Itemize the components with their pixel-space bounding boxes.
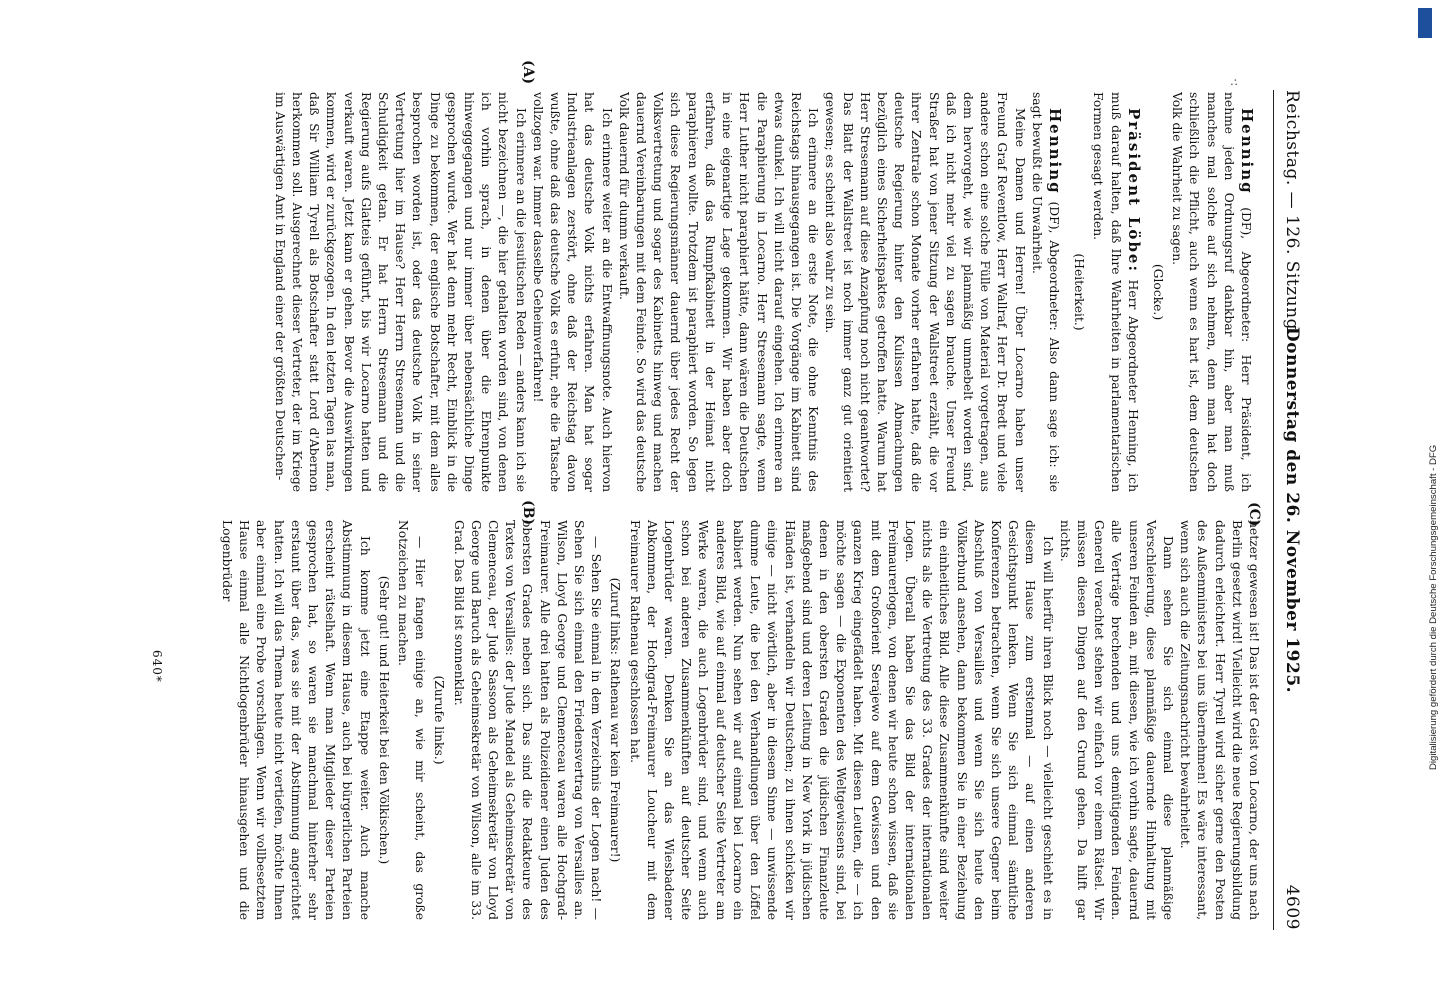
left-column xyxy=(271,92,1262,492)
speaker-name: Präsident Löbe: xyxy=(1124,108,1143,274)
interjection: (Sehr gut! und Heiterkeit bei den Völkischen.) xyxy=(376,575,391,865)
paragraph xyxy=(625,520,1055,920)
header-rule xyxy=(1273,90,1274,930)
header-session: Reichstag. — 126. Sitzung. xyxy=(1282,90,1302,336)
paragraph xyxy=(1168,92,1255,492)
margin-mark-b: (B) xyxy=(520,500,536,526)
paragraph-text: Meine Damen und Herren! Über Locarno haben unser Freund Graf Reventlow, Herr Wallraf, Herr Dr. Bredt und viele andere schon eine solche Fülle von Material vorgetragen, aus dem hervorgeht, wie wir planmäßig ummebelt worden sind, daß ich nicht mehr viel zu sagen brauche. Unser Freund Straßer hat von jener Sitzung der Wallstreet erzählt, die vor ihrer Zentrale schon Monate vorher erfahren hatte, daß die deutsche Regierung hinter den Kulissen Abmachungen bezüglich eines Sicherheitspaktes getroffen hatte. Warum hat Herr Stresemann auf diese Anzapfung noch nicht geantwortet? Das Blatt der Wallstreet ist noch immer ganz gut orientiert gewesen; es scheint also wahr zu sein. xyxy=(823,92,1027,492)
paragraph-text: Ich erinnere an die erste Note, die ohne Kenntnis des Reichstags hinausgegangen ist. Die Vorgänge im Kabinett sind etwas dunkel. Ich will nicht darauf eingehen. Ich erinnere an die Paraphierung in Locarno. Herr Stresemann sagte, wenn Herr Luther nicht paraphiert hätte, dann wären die Deutschen in eine eigenartige Lage gekommen. Wir haben aber doch erfahren, daß das Rumpfkabinett in der Heimat nicht paraphieren wollte. Trotzdem ist paraphiert worden. So legen sich diese Regierungsmänner dauernd über jedes Recht der Volksvertretung und sogar des Kabinetts hinweg und machen dauernd Vereinbarungen mit dem Feinde. So wird das deutsche Volk dauernd für dumm verkauft. xyxy=(616,92,821,492)
paragraph xyxy=(529,92,615,492)
paragraph xyxy=(271,92,529,492)
speaker-name: Henning xyxy=(1238,108,1256,195)
header-date: Donnerstag den 26. November 1925. xyxy=(1282,326,1302,694)
dfg-logo xyxy=(1418,8,1442,38)
paragraph-text: (DF), Abgeordneter: Also dann sage ich: sie sagt bewußt die Unwahrheit. xyxy=(1029,92,1061,492)
digitization-stamp xyxy=(1410,330,1439,770)
paragraph xyxy=(1176,520,1262,920)
interjection: (Zuruf links: Rathenau war kein Freimaurer!) xyxy=(608,577,623,863)
digitization-stamp-text: Digitalisierung gefördert durch die Deutsche Forschungsgemeinschaft - DFG xyxy=(1428,444,1439,770)
paragraph-text: Herr Abgeordneter Henning, ich muß darauf halten, daß Ihre Wahrheiten in parlamentarischen Formen gesagt werden. xyxy=(1091,92,1140,492)
paragraph xyxy=(615,92,821,492)
paragraph-text: Ich will hierfür ihren Blick noch — vielleicht geschieht es in diesem Hause zum erstenmal — auf einen anderen Gesichtspunkt lenken. Wenn Sie sich einmal sämtliche Konferenzen betrachten, wenn Sie sich unsere Gegner beim Abschluß von Versailles und wenn Sie sich heute den Völkerbund ansehen, dann bekommen Sie in einer Beziehung ein einheitliches Bild. Alle diese Zusammenkünfte sind weiter nichts als die Vertretung des 33. Grades der internationalen Logen. Überall haben Sie das Bild der internationalen Freimaurerlogen, von denen wir heute schon wissen, daß sie mit dem Großorient Serajewo auf dem Gewissen und den ganzen Krieg eingefädelt haben. Mit diesen Leuten, die — ich möchte sagen — die Exponenten des Weltgewissens sind, bei denen in den obersten Graden die jüdischen Finanzleute maßgebend sind und deren Leitung in New York in jüdischen Händen ist, verhandeln wir Deutschen; zu ihnen schicken wir einige — nicht wörtlich, aber in diesem Sinne — unwissende dumme Leute, die bei den Verhandlungen über den Löffel balbiert werden. Nun sehen wir auf einmal bei Locarno ein anderes Bild, wie auf einmal auf deutscher Seite Vertreter am Werke waren, die auch Logenbrüder sind, und wenn auch schon bei anderen Zusammenkünften auf deutscher Seite Logenbrüder waren. Denken Sie an das Wiesbadener Abkommen, der Hochgrad-Freimaurer Loucheur mit dem Freimaurer Rathenau geschlossen hat. xyxy=(627,520,1055,920)
margin-mark-c: (C) xyxy=(1246,502,1262,527)
dfg-logo-text: DFG xyxy=(1433,14,1442,32)
paragraph xyxy=(449,520,604,920)
page-header xyxy=(1276,90,1302,930)
footer-signature: 640* xyxy=(150,650,164,683)
paragraph-text: Ich komme jetzt eine Etappe weiter. Auch manche Abstimmung in diesem Hause, auch bei bürgerlichen Parteien erscheint rätselhaft. Wenn man Mitglieder dieser Parteien gesprochen hat, so waren sie manchmal hinterher sehr erstaunt über das, was sie mit der Abstimmung angerichtet hatten. Ich will das Thema heute nicht vertiefen, möchte Ihnen aber einmal eine Probe vorschlagen. Wenn wir vollbesetztem Hause einmal alle Nichtlogenbrüder hinausgehen und die Logenbrüder xyxy=(220,520,372,920)
paragraph-text: Ich erinnere weiter an die Entwaffnungsnote. Auch hiervon hat das deutsche Volk nichts erfahren. Man hat sogar Industrieanlagen zerstört, ohne daß der Reichstag davon wußte, ohne daß das deutsche Volk es erfuhr, ehe die Tatsache vollzogen war. Immer dasselbe Geheimverfahren! xyxy=(530,92,614,492)
paragraph-text: — Sehen Sie einmal in dem Verzeichnis der Logen nach! — Sehen Sie sich einmal den Friedensvertrag von Versailles an. Wilson, Lloyd George und Clemenceau waren alle Hochgrad-Freimaurer. Alle drei hatten als Polizeidiener einen Juden des obersten Grades neben sich. Das sind die Redakteure des Textes von Versailles: der Jude Mandel als Geheimsekretär von Clemenceau, der Jude Sassoon als Geheimsekretär von Lloyd George und Baruch als Geheimsekretär von Wilson, alle im 33. Grad. Das Bild ist sonnenklar. xyxy=(451,520,604,920)
interjection: (Heiterkeit.) xyxy=(1072,253,1087,331)
margin-mark-a: (A) xyxy=(520,60,536,85)
paragraph-text: Dann sehen Sie sich einmal diese planmäßige Verschleierung, diese planmäßige dauernde Hinhaltung mit unseren Feinden an, mit diesen, wie ich vorhin sagte, dauernd alle Verträge brechenden und uns demütigenden Feinden. Generell verachtet stehen wir einfach vor einem Rätsel. Wir müssen diesen Dingen auf den Grund gehen. Da hilft gar nichts. xyxy=(1057,520,1175,920)
paragraph-text: Ich erinnere an die jesuitischen Reden — anders kann ich sie nicht bezeichnen —, die hier gehalten worden sind, von denen ich vorhin sprach, in denen über die Ehrenpunkte hinweggegangen und nur immer über nebensächliche Dinge gesprochen wurde. Wer hat denn mehr Recht, Einblick in die Dinge zu bekommen, der englische Botschafter, mit dem alles besprochen worden ist, oder das deutsche Volk in seiner Vertretung hier im Hause? Herr Herrn Stresemann und die Schuldigkeit getan. Er hat Herrn Stresemann und die Regierung aufs Glatteis geführt, bis wir Locarno hatten und verkauft waren. Jetzt kann er gehen. Bevor die Auswirkungen kommen, wird er zurückgezogen. In den letzten Tagen las man, daß Sir William Tyrell als Botschafter statt Lord d'Abernon herkommen soll. Ausgerechnet dieser Vertreter, der im Kriege im Auswärtigen Amt in England einer der größten Deutschen- xyxy=(272,92,528,492)
paragraph xyxy=(1028,92,1063,492)
paragraph xyxy=(218,520,373,920)
right-column xyxy=(218,520,1262,920)
paragraph xyxy=(394,520,428,920)
paragraph-text: (DF), Abgeordneter: Herr Präsident, ich nehme jeden Ordnungsruf dankbar hin, aber man muß manches mal solche auf sich nehmen, denn man hat doch schließlich die Pflicht, auch wenn es hart ist, dem deutschen Volk die Wahrheit zu sagen. xyxy=(1170,92,1253,492)
interjection: (Glocke.) xyxy=(1150,263,1165,321)
paragraph-text: — Hier fangen einige an, wie mir scheint, das große Notzeichen zu machen. xyxy=(396,520,428,920)
scan-speck: ·: xyxy=(1227,78,1242,87)
paragraph xyxy=(1056,520,1176,920)
speaker-name: Henning xyxy=(1045,108,1064,195)
paragraph xyxy=(1089,92,1142,492)
paragraph-text: hetzer gewesen ist! Das ist der Geist von Locarno, der uns nach Berlin gesetzt wird! Vielleicht wird die neue Regierungsbildung dadurch erleichtert. Herr Tyrell wird sicher gerne den Posten des Außenministers bei uns übernehmen! Es wäre interessant, wenn sich auch die Zeitungsnachricht bewahrheitet. xyxy=(1178,520,1261,920)
document-page xyxy=(94,0,1354,1000)
paragraph xyxy=(821,92,1027,492)
interjection: (Zurufe links.) xyxy=(432,675,447,765)
header-page-number: 4609 xyxy=(1282,884,1302,930)
